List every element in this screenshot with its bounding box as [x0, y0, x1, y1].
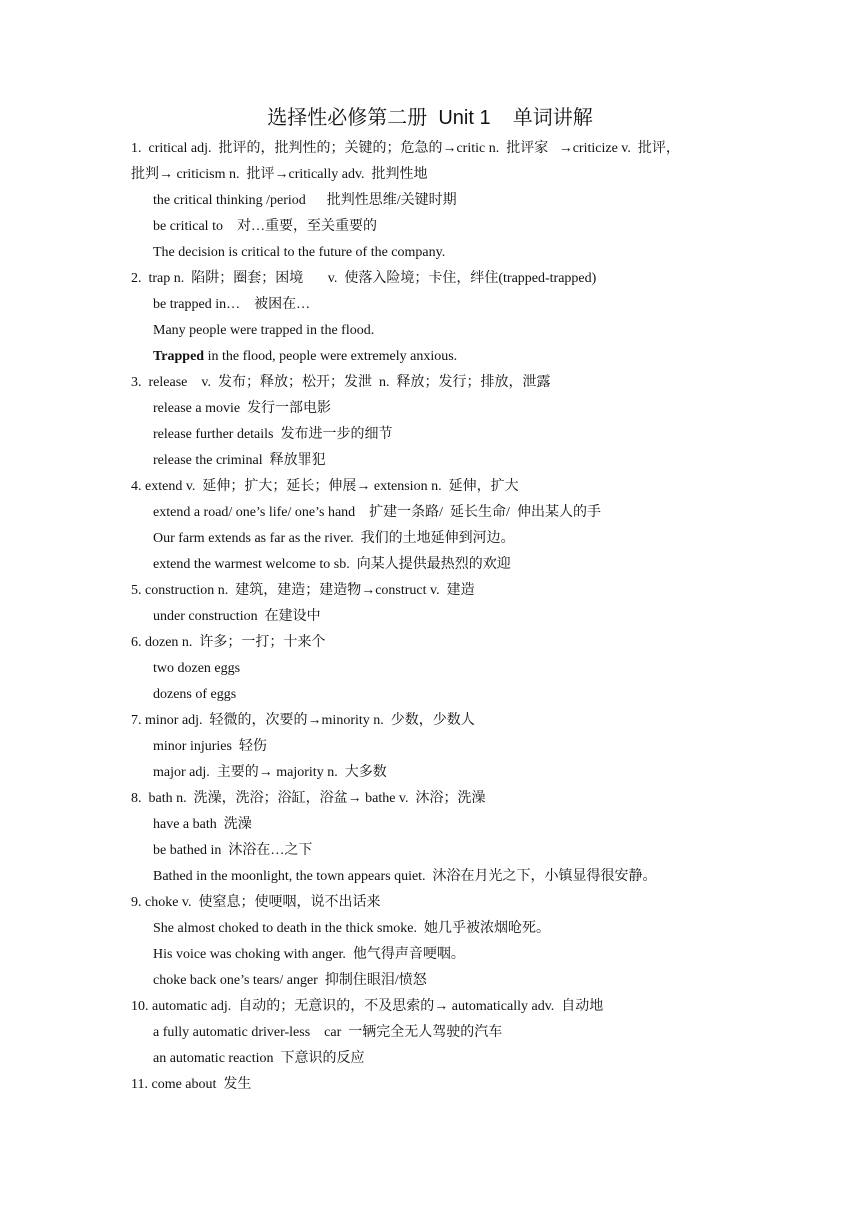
example-line: be bathed in 沐浴在…之下: [153, 843, 313, 858]
example-line: release further details 发布进一步的细节: [153, 427, 393, 442]
example-line: The decision is critical to the future of the company.: [153, 245, 446, 260]
example-line: an automatic reaction 下意识的反应: [153, 1051, 365, 1066]
example-line: release a movie 发行一部电影: [153, 401, 332, 416]
example-line: under construction 在建设中: [153, 609, 321, 624]
entry-line: 4. extend v. 延伸；扩大；延长；伸展→ extension n. 延伸，扩大: [131, 479, 519, 494]
entry-line: 3. release v. 发布；释放；松开；发泄 n. 释放；发行；排放，泄露: [131, 375, 551, 390]
entry-line: 9. choke v. 使窒息；使哽咽，说不出话来: [131, 895, 381, 910]
example-line: major adj. 主要的→ majority n. 大多数: [153, 765, 387, 780]
vocabulary-list: [131, 136, 731, 1098]
example-line: [131, 344, 731, 370]
example-line: be trapped in… 被困在…: [153, 297, 311, 312]
entry-line: 5. construction n. 建筑，建造；建造物→construct v. 建造: [131, 583, 475, 598]
example-line: dozens of eggs: [153, 687, 237, 702]
example-line: Our farm extends as far as the river. 我们的土地延伸到河边。: [153, 531, 515, 546]
example-line: Many people were trapped in the flood.: [153, 323, 375, 338]
example-line: the critical thinking /period 批判性思维/关键时期: [153, 193, 457, 208]
line-text: in the flood, people were extremely anxious.: [204, 349, 458, 364]
entry-line: 8. bath n. 洗澡，洗浴；浴缸，浴盆→ bathe v. 沐浴；洗澡: [131, 791, 486, 806]
example-line: minor injuries 轻伤: [153, 739, 267, 754]
example-line: release the criminal 释放罪犯: [153, 453, 326, 468]
example-line: extend the warmest welcome to sb. 向某人提供最热烈的欢迎: [153, 557, 511, 572]
example-line: two dozen eggs: [153, 661, 241, 676]
example-line: extend a road/ one’s life/ one’s hand 扩建一条路/ 延长生命/ 伸出某人的手: [153, 505, 601, 520]
entry-line: 7. minor adj. 轻微的，次要的→minority n. 少数，少数人: [131, 713, 475, 728]
example-line: She almost choked to death in the thick smoke. 她几乎被浓烟呛死。: [153, 921, 551, 936]
bold-lead-word: Trapped: [153, 349, 205, 364]
entry-line: 6. dozen n. 许多；一打；十来个: [131, 635, 326, 650]
example-line: His voice was choking with anger. 他气得声音哽咽。: [153, 947, 465, 962]
example-line: choke back one’s tears/ anger 抑制住眼泪/愤怒: [153, 973, 427, 988]
entry-line: 11. come about 发生: [131, 1077, 252, 1092]
example-line: have a bath 洗澡: [153, 817, 252, 832]
example-line: Bathed in the moonlight, the town appears quiet. 沐浴在月光之下，小镇显得很安静。: [153, 869, 657, 884]
entry-line: 1. critical adj. 批评的，批判性的；关键的；危急的→critic n. 批评家 →criticize v. 批评，: [131, 141, 680, 156]
example-line: a fully automatic driver-less car 一辆完全无人驾驶的汽车: [153, 1025, 503, 1040]
example-line: be critical to 对…重要，至关重要的: [153, 219, 377, 234]
entry-line: 批判→ criticism n. 批评→critically adv. 批判性地: [131, 167, 428, 182]
page-title: 选择性必修第二册 Unit 1 单词讲解: [267, 107, 593, 129]
entry-line: 2. trap n. 陷阱；圈套；困境 v. 使落入险境；卡住，绊住(trapped-trapped): [131, 271, 597, 286]
entry-line: 10. automatic adj. 自动的；无意识的，不及思索的→ automatically adv. 自动地: [131, 999, 604, 1014]
